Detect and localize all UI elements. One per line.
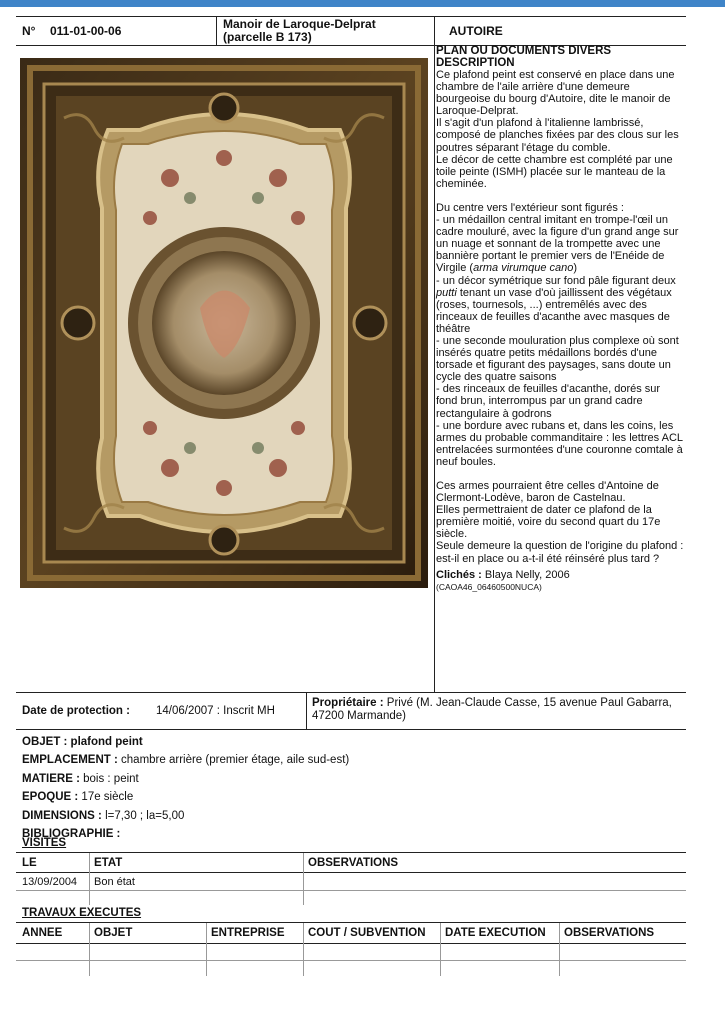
description-paragraph: Seule demeure la question de l'origine du plafond : est-il en place ou a-t-il été réinséré plus tard ? bbox=[436, 540, 684, 565]
list-item: - un décor symétrique sur fond pâle figurant deux putti tenant un vase d'où jaillissent des végétaux (roses, tournesols, ...) entremêlés avec des rinceaux de feuilles d'acanthe avec masques de théâtre bbox=[436, 274, 676, 335]
list-item: - des rinceaux de feuilles d'acanthe, dorés sur fond brun, interrompus par un grand cadre rectangulaire à godrons bbox=[436, 383, 661, 420]
table-rule bbox=[16, 943, 686, 944]
field-emplacement: EMPLACEMENT : chambre arrière (premier étage, aile sud-est) bbox=[22, 754, 350, 767]
photo-reference: (CAOA46_06460500NUCA) bbox=[436, 581, 542, 592]
description-paragraph: Ces armes pourraient être celles d'Antoine de Clermont-Lodève, baron de Castelnau. bbox=[436, 480, 659, 505]
ceiling-photo bbox=[20, 58, 428, 588]
description-paragraph: Ce plafond peint est conservé en place dans une chambre de l'aile arrière d'une demeure bourgeoise du bourg d'Autoire, dite le manoir de Laroque-Delprat. bbox=[436, 69, 675, 118]
table-col-divider bbox=[559, 923, 560, 976]
protection-label: Date de protection : bbox=[22, 705, 130, 717]
field-objet: OBJET : plafond peint bbox=[22, 736, 143, 748]
description-paragraph: Le décor de cette chambre est complété par une toile peinte (ISMH) placée sur le manteau de la cheminée. bbox=[436, 153, 673, 190]
owner-info: Propriétaire : Privé (M. Jean-Claude Casse, 15 avenue Paul Gabarra, 47200 Marmande) bbox=[312, 697, 672, 722]
travaux-header-entreprise: ENTREPRISE bbox=[211, 927, 285, 939]
visite-date: 13/09/2004 bbox=[22, 876, 78, 888]
table-col-divider bbox=[440, 923, 441, 976]
object-fields bbox=[22, 733, 349, 843]
visites-title: VISITES bbox=[22, 837, 67, 849]
description-panel bbox=[436, 45, 684, 593]
travaux-header-objet: OBJET bbox=[94, 927, 133, 939]
ceiling-illustration bbox=[20, 58, 428, 588]
table-col-divider bbox=[303, 853, 304, 905]
list-item: - un médaillon central imitant en trompe-l'œil un cadre mouluré, avec la figure d'un grand ange sur un nuage et sonnant de la trompette avec une bannière portant le premier vers de l'Enéide de Virgile (arma virumque cano) bbox=[436, 214, 679, 275]
travaux-header-cout: COUT / SUBVENTION bbox=[308, 927, 426, 939]
travaux-header-annee: ANNEE bbox=[22, 927, 63, 939]
visites-header-etat: ETAT bbox=[94, 857, 123, 869]
travaux-title: TRAVAUX EXECUTES bbox=[22, 907, 142, 919]
table-col-divider bbox=[89, 853, 90, 905]
table-rule bbox=[16, 890, 686, 891]
protection-divider bbox=[306, 693, 307, 729]
top-accent-bar bbox=[0, 0, 725, 7]
photo-credits: Clichés : Blaya Nelly, 2006 bbox=[436, 568, 570, 581]
travaux-header-observations: OBSERVATIONS bbox=[564, 927, 655, 939]
travaux-header-date: DATE EXECUTION bbox=[445, 927, 546, 939]
section-divider bbox=[16, 729, 686, 730]
visite-etat: Bon état bbox=[94, 876, 135, 888]
description-paragraph: Il s'agit d'un plafond à l'italienne lambrissé, composé de planches fixées par des clous sur les poutres séparant l'étage du comble. bbox=[436, 117, 679, 154]
description-paragraph: Elles permettraient de dater ce plafond de la première moitié, voire du second quart du 17e siècle. bbox=[436, 504, 661, 541]
table-rule bbox=[16, 922, 686, 923]
number-label: N° bbox=[22, 24, 36, 38]
field-bibliographie: BIBLIOGRAPHIE : bbox=[22, 828, 121, 841]
record-header bbox=[16, 16, 686, 46]
protection-value: 14/06/2007 : Inscrit MH bbox=[156, 705, 275, 717]
protection-row bbox=[16, 693, 686, 729]
table-rule bbox=[16, 852, 686, 853]
documents-title: PLAN OU DOCUMENTS DIVERS bbox=[436, 45, 612, 57]
list-intro: Du centre vers l'extérieur sont figurés : bbox=[436, 201, 624, 214]
list-item: - une bordure avec rubans et, dans les coins, les armes du probable commanditaire : les lettres ACL entrelacées surmontées d'une couronne comtale à neuf boules. bbox=[436, 419, 683, 468]
visites-header-le: LE bbox=[22, 857, 37, 869]
commune-name: AUTOIRE bbox=[434, 17, 699, 45]
visites-header-observations: OBSERVATIONS bbox=[308, 857, 399, 869]
table-col-divider bbox=[206, 923, 207, 976]
table-col-divider bbox=[303, 923, 304, 976]
table-rule bbox=[16, 872, 686, 873]
field-epoque: EPOQUE : 17e siècle bbox=[22, 791, 134, 804]
field-dimensions: DIMENSIONS : l=7,30 ; la=5,00 bbox=[22, 809, 185, 822]
table-col-divider bbox=[89, 923, 90, 976]
field-matiere: MATIERE : bois : peint bbox=[22, 772, 139, 785]
table-rule bbox=[16, 960, 686, 961]
description-title: DESCRIPTION bbox=[436, 57, 515, 69]
column-divider bbox=[434, 44, 435, 692]
record-number: 011-01-00-06 bbox=[50, 24, 122, 38]
list-item: - une seconde mouluration plus complexe où sont insérés quatre petits médaillons bordés d'une torsade et figurant des paysages, sans doute un cycle des quatre saisons bbox=[436, 334, 679, 384]
record-name: Manoir de Laroque-Delprat (parcelle B 173) bbox=[216, 17, 433, 46]
